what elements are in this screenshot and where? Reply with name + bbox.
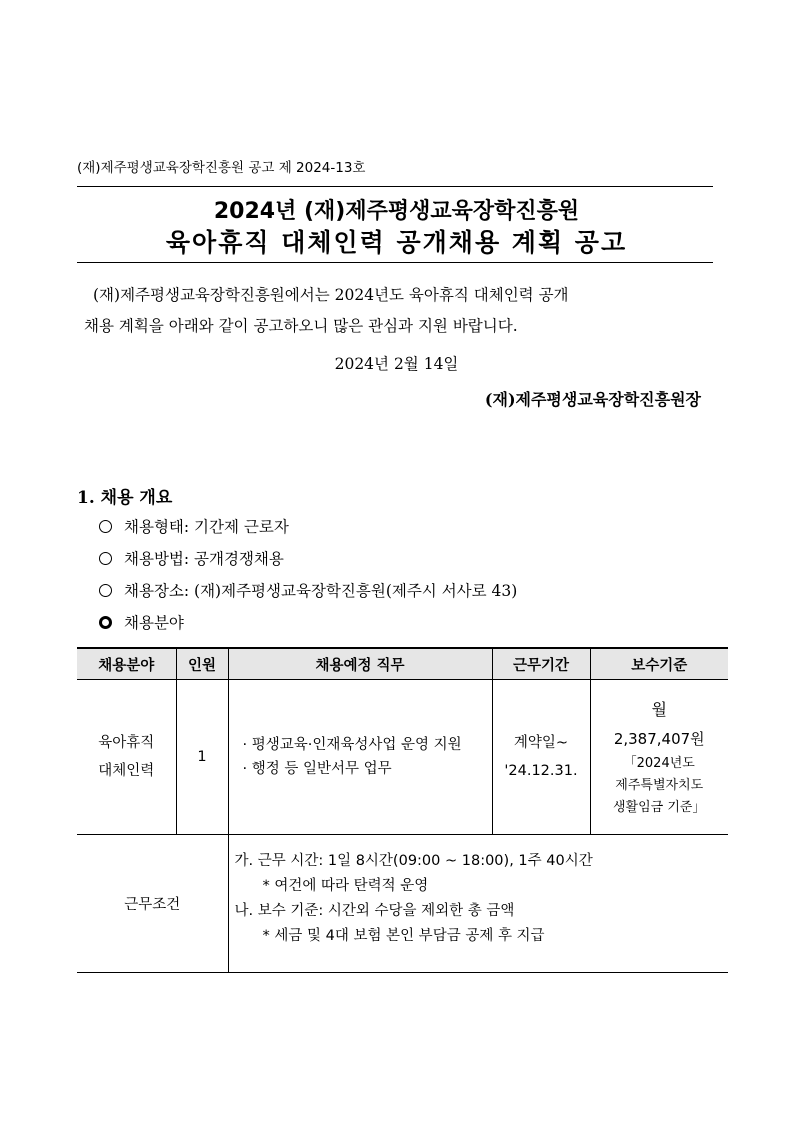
- duty-item: · 행정 등 일반서무 업무: [242, 761, 392, 777]
- period-line-2: '24.12.31.: [504, 763, 578, 779]
- condition-line: 나. 보수 기준: 시간외 수당을 제외한 총 금액: [234, 903, 515, 919]
- circle-bullet-icon: [99, 552, 112, 565]
- intro-line-1: (재)제주평생교육장학진흥원에서는 2024년도 육아휴직 대체인력 공개: [93, 286, 569, 304]
- circle-bullet-icon: [99, 616, 112, 629]
- conditions-label: 근무조건: [77, 835, 228, 973]
- header-period: 근무기간: [492, 648, 590, 680]
- announce-date: 2024년 2월 14일: [334, 355, 459, 373]
- title-bottom-rule: [77, 262, 713, 263]
- section-heading: 1. 채용 개요: [77, 488, 173, 508]
- header-pay: 보수기준: [590, 648, 728, 680]
- conditions-content: [228, 835, 728, 973]
- bullet-employment-field: 채용분야: [99, 611, 184, 633]
- circle-bullet-icon: [99, 584, 112, 597]
- bullet-employment-method: 채용방법: 공개경쟁채용: [99, 547, 284, 569]
- bullet-employment-place: 채용장소: (재)제주평생교육장학진흥원(제주시 서사로 43): [99, 579, 517, 601]
- table-header-row: [77, 648, 728, 680]
- cell-period: [492, 680, 590, 835]
- cell-count: 1: [176, 680, 228, 835]
- pay-note: 제주특별자치도: [615, 778, 704, 793]
- cell-field: [77, 680, 176, 835]
- condition-note: * 여건에 따라 탄력적 운영: [262, 878, 429, 894]
- title-top-rule: [77, 186, 713, 187]
- table-row: [77, 680, 728, 835]
- pay-note: 「2024년도: [623, 756, 695, 771]
- condition-note: * 세금 및 4대 보험 본인 부담금 공제 후 지급: [262, 928, 545, 944]
- duty-item: · 평생교육·인재육성사업 운영 지원: [242, 737, 462, 753]
- field-line-1: 육아휴직: [98, 735, 155, 751]
- pay-note: 생활임금 기준」: [613, 800, 706, 815]
- header-field: 채용분야: [77, 648, 176, 680]
- issuer: (재)제주평생교육장학진흥원장: [484, 390, 701, 409]
- recruitment-table: [77, 647, 728, 973]
- header-count: 인원: [176, 648, 228, 680]
- intro-line-2: 채용 계획을 아래와 같이 공고하오니 많은 관심과 지원 바랍니다.: [84, 317, 518, 335]
- header-duty: 채용예정 직무: [228, 648, 492, 680]
- title-line-2: 육아휴직 대체인력 공개채용 계획 공고: [165, 228, 628, 257]
- pay-amount: 2,387,407원: [613, 730, 705, 748]
- notice-number: (재)제주평생교육장학진흥원 공고 제 2024-13호: [77, 160, 366, 176]
- condition-line: 가. 근무 시간: 1일 8시간(09:00 ~ 18:00), 1주 40시간: [234, 853, 593, 869]
- cell-pay: [590, 680, 728, 835]
- period-line-1: 계약일~: [513, 735, 569, 751]
- pay-unit: 월: [651, 700, 667, 719]
- circle-bullet-icon: [99, 520, 112, 533]
- conditions-row: [77, 835, 728, 973]
- title-line-1: 2024년 (재)제주평생교육장학진흥원: [213, 199, 580, 224]
- cell-duties: [228, 680, 492, 835]
- bullet-employment-type: 채용형태: 기간제 근로자: [99, 515, 289, 537]
- field-line-2: 대체인력: [98, 763, 155, 779]
